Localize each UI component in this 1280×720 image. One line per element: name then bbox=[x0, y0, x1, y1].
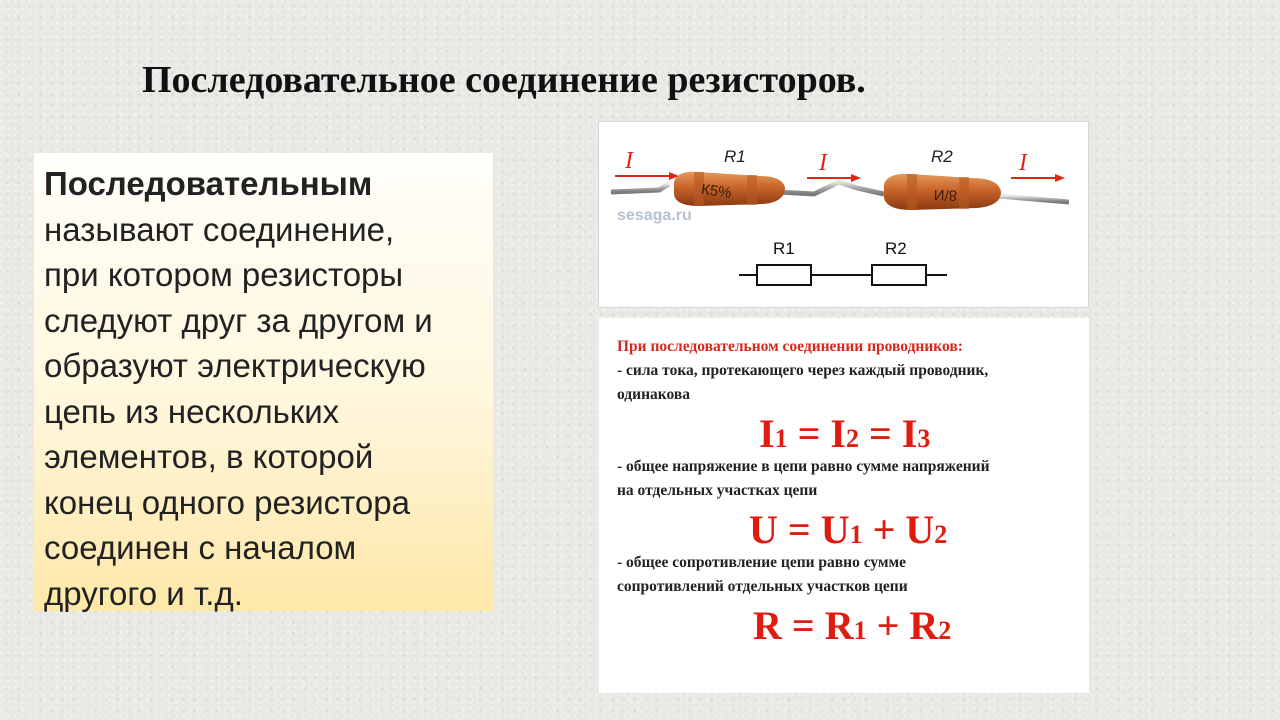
arrow-right-icon bbox=[807, 174, 861, 182]
formula-operator: = bbox=[777, 507, 821, 552]
formula-voltage bbox=[749, 506, 947, 553]
formula-symbol: R bbox=[824, 603, 854, 648]
formula-heading: При последовательном соединении проводников: bbox=[617, 338, 963, 355]
photo-r2-label: R2 bbox=[931, 147, 953, 166]
definition-line: образуют электрическую bbox=[44, 347, 426, 384]
definition-line: элементов, в которой bbox=[44, 438, 374, 475]
resistor-illustration bbox=[599, 122, 1088, 307]
definition-line: другого и т.д. bbox=[44, 574, 243, 612]
formula-subscript: 2 bbox=[845, 424, 859, 453]
slide-title: Последовательное соединение резисторов. bbox=[142, 59, 866, 101]
formula-operator: = bbox=[858, 411, 902, 456]
rule-resistance-line1: - общее сопротивление цепи равно сумме bbox=[617, 554, 906, 571]
formula-subscript: 1 bbox=[774, 424, 788, 453]
current-label-right: I bbox=[1019, 150, 1027, 176]
formula-symbol: U bbox=[905, 507, 935, 552]
formula-symbol: I bbox=[830, 411, 846, 456]
formula-subscript: 2 bbox=[938, 616, 952, 645]
formula-symbol: I bbox=[901, 411, 918, 456]
definition-line: конец одного резистора bbox=[44, 483, 410, 521]
definition-box bbox=[34, 153, 493, 611]
watermark: sesaga.ru bbox=[617, 207, 692, 224]
schematic-r1-label: R1 bbox=[773, 239, 795, 258]
formula-resistance bbox=[753, 602, 951, 649]
formula-current bbox=[759, 410, 930, 457]
resistor-photo-panel bbox=[598, 121, 1089, 308]
definition-line: следуют друг за другом и bbox=[44, 301, 433, 339]
formula-panel bbox=[599, 318, 1089, 693]
r2-marking: 8/И bbox=[933, 185, 958, 204]
series-schematic bbox=[739, 265, 947, 285]
definition-line: цепь из нескольких bbox=[44, 392, 340, 430]
formula-subscript: 2 bbox=[934, 520, 948, 549]
rule-current-line1: - сила тока, протекающего через каждый проводник, bbox=[617, 362, 989, 379]
formula-operator: + bbox=[866, 603, 910, 648]
schematic-r2-label: R2 bbox=[885, 239, 907, 258]
resistor-r1-photo bbox=[674, 172, 785, 206]
formula-operator: + bbox=[862, 507, 906, 552]
formula-operator: = bbox=[781, 603, 825, 648]
formula-symbol: U bbox=[820, 507, 850, 552]
rule-current-line2: одинакова bbox=[617, 386, 690, 403]
formula-symbol: R bbox=[753, 603, 782, 648]
photo-r1-label: R1 bbox=[724, 147, 746, 166]
rule-resistance-line2: сопротивлений отдельных участков цепи bbox=[617, 578, 908, 595]
definition-line: соединен с началом bbox=[44, 529, 357, 566]
formula-operator: = bbox=[787, 411, 831, 456]
definition-line: при котором резисторы bbox=[44, 256, 404, 293]
current-label-left: I bbox=[625, 148, 633, 174]
resistor-r2-photo bbox=[884, 174, 1001, 210]
formula-symbol: I bbox=[759, 411, 775, 456]
rule-voltage-line1: - общее напряжение в цепи равно сумме напряжений bbox=[617, 458, 990, 475]
current-label-middle: I bbox=[819, 150, 827, 176]
formula-symbol: R bbox=[909, 603, 939, 648]
rule-voltage-line2: на отдельных участках цепи bbox=[617, 482, 818, 499]
r1-marking: К5% bbox=[700, 180, 733, 202]
formula-symbol: U bbox=[749, 507, 778, 552]
formula-subscript: 3 bbox=[917, 424, 931, 453]
definition-term: Последовательным bbox=[44, 165, 373, 202]
formula-subscript: 1 bbox=[853, 616, 867, 645]
formula-subscript: 1 bbox=[849, 520, 863, 549]
definition-line: называют соединение, bbox=[44, 210, 395, 248]
